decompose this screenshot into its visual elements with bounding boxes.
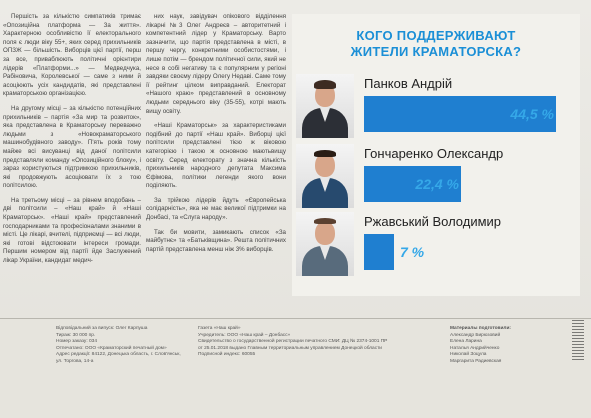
- candidate-name: Гончаренко Олександр: [364, 146, 504, 161]
- article-column-2: [146, 13, 286, 260]
- imprint-line: Свидетельство о государственной регистрации печатного СМИ: ДЦ № 2374-1001 ПР: [198, 339, 388, 344]
- candidate-photo: [296, 74, 354, 138]
- imprint-line: от 25.01.2018 выдано Главным территориальным управлением Донецкой области: [198, 345, 382, 351]
- article-column-1: [3, 13, 141, 272]
- article-paragraph: За трійкою лідерів йдуть «Європейська солідарність», яка не має великої підтримки на Донбасі, та «Слуга народу».: [146, 196, 286, 222]
- candidate-name: Панков Андрій: [364, 76, 453, 91]
- imprint-line: ул. Торгова, 14-а: [56, 358, 94, 364]
- candidate-name: Ржавський Володимир: [364, 214, 502, 229]
- poll-title-line-2: ЖИТЕЛИ КРАМАТОРСКА?: [350, 44, 522, 59]
- imprint-line: Відповідальний за випуск: Олег Карпуша: [56, 326, 148, 331]
- imprint-line: Подписной индекс: 60055: [198, 352, 256, 357]
- candidate-percent: 22,4 %: [415, 176, 459, 192]
- candidate-row: [296, 74, 580, 144]
- article-paragraph: Так би мовити, замикають список «За майбутнє» та «Батьківщина». Решта політичних партій представлена менш ніж 3% виборців.: [146, 228, 286, 253]
- imprint-registration: [198, 326, 398, 359]
- article-paragraph: них наук, завідувач опікового відділення лікарні №3 Олег Андреєв – авторитетний і компетентний лідер у Краматорську. Варто зазначити, що партія представлена в місті, в першу чергу, конкретними особистостями, і лише потім — брендом політичної сили, який не несе в собі негативу та є популярним у регіоні завдяки своєму лідеру Олегу Недаві. Саме тому її рейтинг цілком виправданий. Електорат «Нашого краю» представлений в основному людьми середнього віку (35-55), котрі мають вищу освіту.: [146, 13, 286, 115]
- candidate-row: [296, 144, 580, 214]
- candidate-percent: 7 %: [400, 244, 425, 260]
- imprint-line: Наталья Андрийченко: [450, 345, 500, 351]
- imprint-authors: [450, 326, 560, 365]
- candidate-bar: [364, 234, 394, 270]
- imprint-line: Тираж: 30 000 пр.: [56, 332, 96, 338]
- imprint-line: Маргарита Радиевская: [450, 358, 502, 364]
- candidate-photo: [296, 212, 354, 276]
- imprint-line: Елена Ларина: [450, 339, 482, 344]
- candidate-photo: [296, 144, 354, 208]
- article-paragraph: На третьому місці – за рівнем вподобань – дві політсили – «Наш край» й «Наші Краматорськ». «Наші край» представлений господарниками та професіоналами знаними в місті. Це лікарі, вчителі, підприємці — всі люди, які готові відстоювати інтереси громади. Першим номером від партії йде Заслужений лікар України, кандидат медич-: [3, 196, 141, 265]
- article-paragraph: Першість за кількістю симпатиків тримає «Опозиційна платформа — За життя». Характерною особливістю її електорального поля є люди віку 55+, яких серед прихильників ОПЗЖ — більшість. Виборців цієї партії, перш за все, приваблюють політичні орієнтири лідерів «Платформи...» — Медведчука, Рабіновича, Королевської — саме з ними й асоціюють усіх кандидатів, які представлені краматорською організацією.: [3, 13, 141, 98]
- poll-title-line-1: КОГО ПОДДЕРЖИВАЮТ: [356, 28, 516, 43]
- imprint-line: Александр Бирюзовий: [450, 332, 501, 338]
- poll-title: [292, 28, 580, 60]
- imprint-publisher: [56, 326, 181, 365]
- imprint-line: Номер заказу: 034: [56, 339, 97, 344]
- imprint-line: Материалы подготовили:: [450, 326, 512, 331]
- imprint-line: Адрес редакції: 84122, Донецька область, г. Слов'янськ,: [56, 352, 181, 357]
- imprint-line: Отпечатано: ООО «Краматорский печатный дом»: [56, 345, 167, 351]
- imprint-line: Николай Зоцула: [450, 352, 487, 357]
- imprint-footer: [0, 318, 591, 418]
- poll-infographic: [292, 14, 580, 296]
- imprint-line: Газета «Наш край»: [198, 326, 241, 331]
- barcode-strip: [572, 320, 584, 360]
- imprint-line: Учредитель: ООО «Наш край – Донбасс»: [198, 332, 291, 338]
- candidate-row: [296, 212, 580, 282]
- candidate-percent: 44,5 %: [510, 106, 554, 122]
- article-paragraph: На другому місці – за кількістю потенційних прихильників – партія «За мир та розвиток», яка представлена в Краматорську переважно людьми з «Новокраматорського машинобудівного заводу». П'ять років тому майже всі висуванці від даної політсили представляли команду «Опозиційного блоку», і зараз користуються підтримкою прихильників, які продовжують асоціювати їх з тою політсилою.: [3, 104, 141, 190]
- article-paragraph: «Наші Краматорськ» за характеристиками подібний до партії «Наш край». Виборці цієї політсили представлені тією ж віковою категорією і такою ж основною маютьвищу освіту. Серед електорату з значна кількість прихильників народного депутата Максима Єфімова, політики легенди якого вони поділяють.: [146, 122, 286, 190]
